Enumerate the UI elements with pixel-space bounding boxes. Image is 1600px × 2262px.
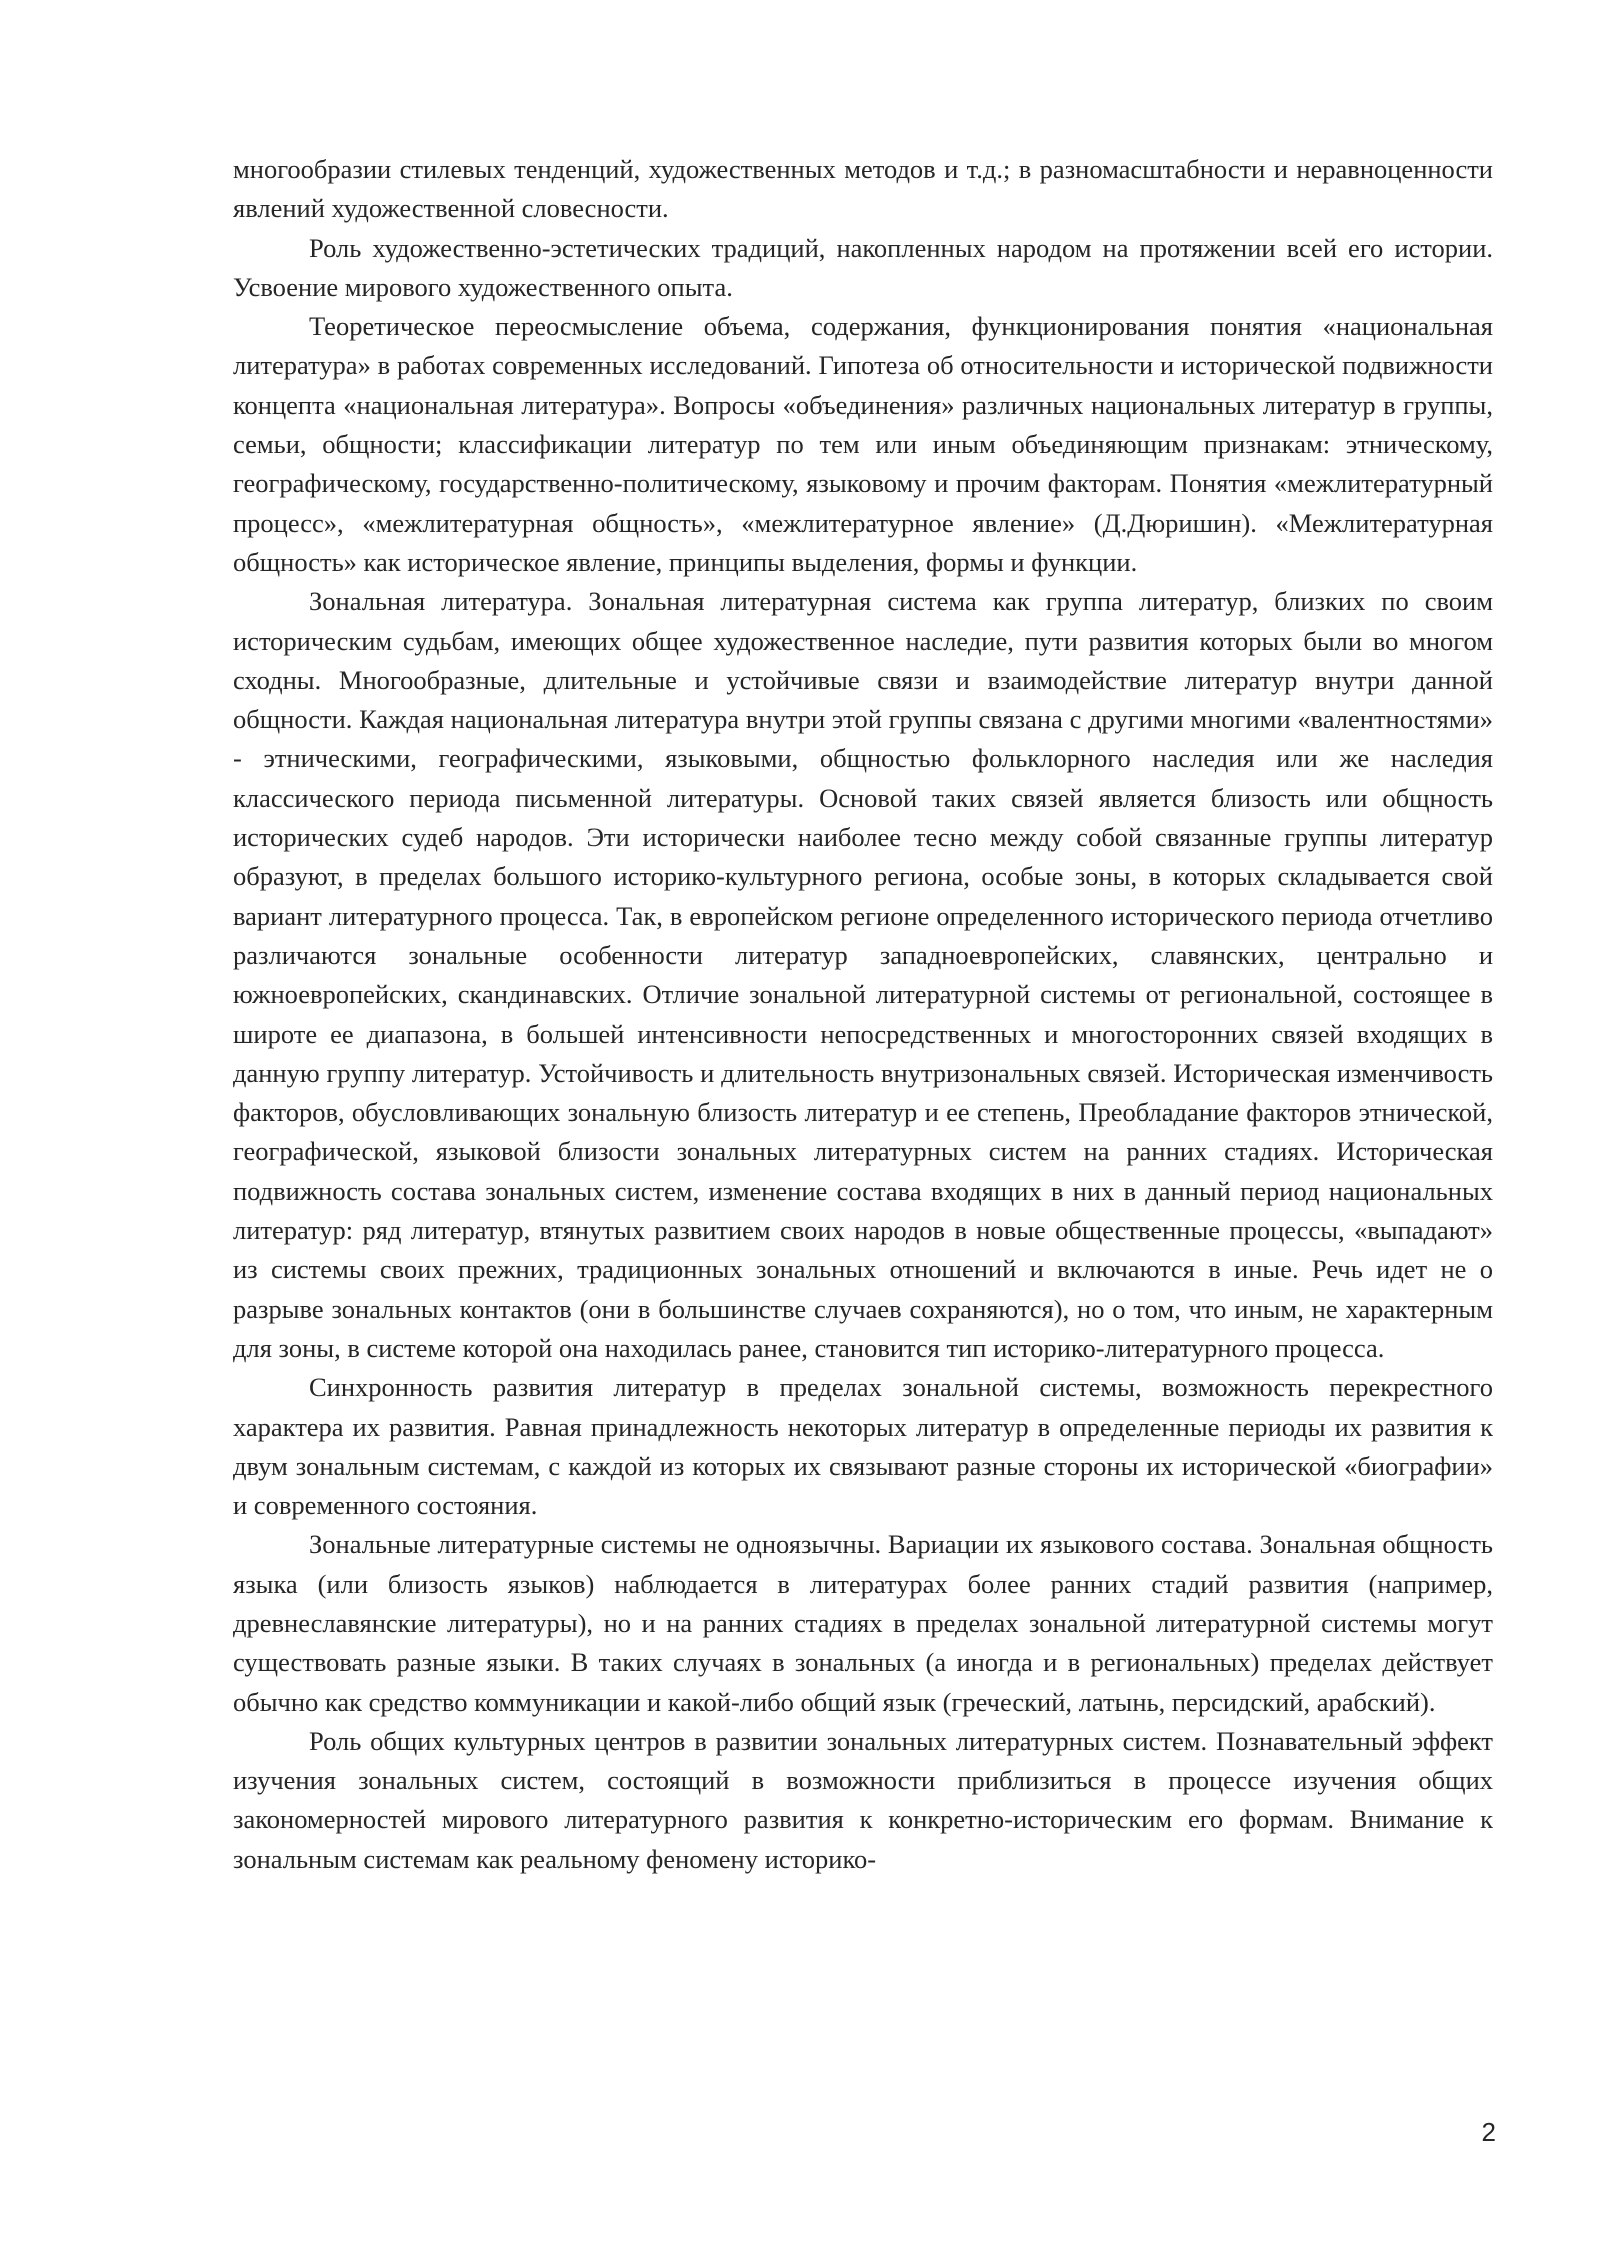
paragraph-zonal-literature: Зональная литература. Зональная литературная система как группа литератур, близких по своим историческим судьбам, имеющих общее художественное наследие, пути развития которых были во многом сходны. Многообразные, длительные и устойчивые связи и взаимодействие литератур внутри данной общности. Каждая национальная литература внутри этой группы связана с другими многими «валентностями» - этническими, географическими, языковыми, общностью фольклорного наследия или же наследия классического периода письменной литературы. Основой таких связей является близость или общность исторических судеб народов. Эти исторически наиболее тесно между собой связанные группы литератур образуют, в пределах большого историко-культурного региона, особые зоны, в которых складывается свой вариант литературного процесса. Так, в европейском регионе определенного исторического периода отчетливо различаются зональные особенности литератур западноевропейских, славянских, центрально и южноевропейских, скандинавских. Отличие зональной литературной системы от региональной, состоящее в широте ее диапазона, в большей интенсивности непосредственных и многосторонних связей входящих в данную группу литератур. Устойчивость и длительность внутризональных связей. Историческая изменчивость факторов, обусловливающих зональную близость литератур и ее степень, Преобладание факторов этнической, географической, языковой близости зональных литературных систем на ранних стадиях. Историческая подвижность состава зональных систем, изменение состава входящих в них в данный период национальных литератур: ряд литератур, втянутых развитием своих народов в новые общественные процессы, «выпадают» из системы своих прежних, традиционных зональных отношений и включаются в иные. Речь идет не о разрыве зональных контактов (они в большинстве случаев сохраняются), но о том, что иным, не характерным для зоны, в системе которой она находилась ранее, становится тип историко-литературного процесса. bbox=[233, 586, 1493, 1363]
body-text bbox=[233, 150, 1493, 1879]
paragraph-synchronicity: Синхронность развития литератур в пределах зональной системы, возможность перекрестного характера их развития. Равная принадлежность некоторых литератур в определенные периоды их развития к двум зональным системам, с каждой из которых их связывают разные стороны их исторической «биографии» и современного состояния. bbox=[233, 1372, 1493, 1521]
paragraph-zonal-languages: Зональные литературные системы не одноязычны. Вариации их языкового состава. Зональная общность языка (или близость языков) наблюдается в литературах более ранних стадий развития (например, древнеславянские литературы), но и на ранних стадиях в пределах зональной литературной системы могут существовать разные языки. В таких случаях в зональных (а иногда и в региональных) пределах действует обычно как средство коммуникации и какой-либо общий язык (греческий, латынь, персидский, арабский). bbox=[233, 1529, 1493, 1717]
paragraph-artistic-traditions: Роль художественно-эстетических традиций, накопленных народом на протяжении всей его истории. Усвоение мирового художественного опыта. bbox=[233, 232, 1493, 302]
page-number: 2 bbox=[1481, 2117, 1496, 2147]
paragraph-national-literature-concept: Теоретическое переосмысление объема, содержания, функционирования понятия «национальная литература» в работах современных исследований. Гипотеза об относительности и исторической подвижности концепта «национальная литература». Вопросы «объединения» различных национальных литератур в группы, семьи, общности; классификации литератур по тем или иным объединяющим признакам: этническому, географическому, государственно-политическому, языковому и прочим факторам. Понятия «межлитературный процесс», «межлитературная общность», «межлитературное явление» (Д.Дюришин). «Межлитературная общность» как историческое явление, принципы выделения, формы и функции. bbox=[233, 311, 1493, 577]
paragraph-cultural-centers: Роль общих культурных центров в развитии зональных литературных систем. Познавательный эффект изучения зональных систем, состоящий в возможности приблизиться в процессе изучения общих закономерностей мирового литературного развития к конкретно-историческим его формам. Внимание к зональным системам как реальному феномену историко- bbox=[233, 1725, 1493, 1874]
paragraph-continuation: многообразии стилевых тенденций, художественных методов и т.д.; в разномасштабности и неравноценности явлений художественной словесности. bbox=[233, 154, 1493, 224]
